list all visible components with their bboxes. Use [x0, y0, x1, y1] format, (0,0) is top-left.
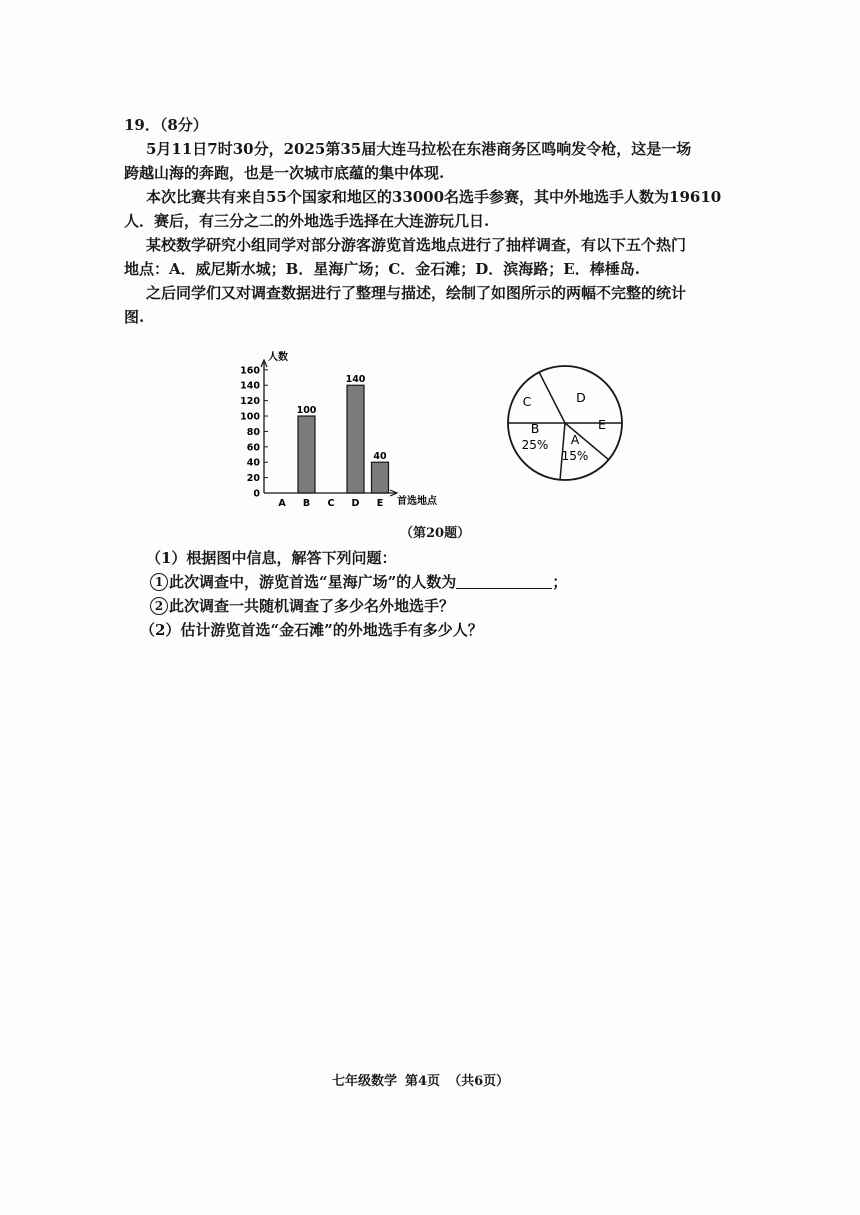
- footer-subject: 七年级数学: [332, 1074, 398, 1089]
- x-tick-label: E: [376, 498, 384, 509]
- bar-E: [372, 462, 389, 493]
- subquestion-1-intro: （1）根据图中信息，解答下列问题：: [146, 549, 397, 567]
- bar-value-label: 100: [296, 405, 317, 417]
- y-tick-label: 140: [240, 380, 260, 392]
- paragraph-3-line-2: 地点：A．威尼斯水城；B．星海广场；C．金石滩；D．滨海路；E．棒棰岛.: [124, 260, 640, 278]
- paragraph-2-line-1: 本次比赛共有来自55个国家和地区的33000名选手参赛，其中外地选手人数为19610: [146, 188, 722, 206]
- paragraph-4-line-2: 图.: [124, 308, 145, 326]
- bar-chart: [232, 350, 462, 515]
- bar-chart-ylabel: 人数: [268, 352, 288, 363]
- bar-D: [347, 385, 364, 493]
- x-tick-label: C: [327, 498, 335, 509]
- y-tick-label: 40: [246, 457, 260, 469]
- footer-page: 第4页: [405, 1074, 441, 1089]
- x-tick-label: A: [278, 498, 286, 509]
- y-tick-label: 160: [240, 365, 260, 377]
- item-2-text: 此次调查一共随机调查了多少名外地选手？: [169, 597, 455, 615]
- bar-value-label: 140: [345, 374, 366, 386]
- item-1-end: ；: [552, 573, 568, 591]
- pie-slice-boundary: [539, 372, 565, 423]
- question-number: 19．（8分）: [124, 116, 208, 134]
- pie-percent-A: 15%: [561, 449, 589, 463]
- bar-chart-marks: [240, 360, 397, 509]
- y-tick-label: 100: [240, 411, 260, 423]
- y-tick-label: 20: [246, 473, 260, 485]
- paragraph-3-line-1: 某校数学研究小组同学对部分游客游览首选地点进行了抽样调查，有以下五个热门: [146, 236, 687, 254]
- x-tick-label: B: [302, 498, 311, 509]
- bar-value-label: 40: [373, 451, 387, 463]
- pie-chart: [500, 358, 630, 488]
- pie-label-B: B: [530, 421, 540, 436]
- paragraph-2-line-2: 人．赛后，有三分之二的外地选手选择在大连游玩几日.: [124, 212, 490, 230]
- x-tick-label: D: [351, 498, 360, 509]
- figure-caption: （第20题）: [400, 526, 471, 541]
- pie-chart-marks: [508, 366, 622, 480]
- pie-label-C: C: [522, 394, 532, 409]
- pie-label-E: E: [598, 417, 606, 432]
- pie-percent-B: 25%: [521, 438, 549, 452]
- item-1-text: 此次调查中，游览首选“星海广场”的人数为: [169, 573, 457, 591]
- circled-number-2: 2: [150, 597, 168, 615]
- answer-blank[interactable]: [456, 574, 552, 589]
- y-tick-label: 0: [253, 488, 260, 500]
- footer-total: （共6页）: [448, 1074, 510, 1089]
- pie-label-D: D: [576, 390, 586, 405]
- paragraph-1-line-2: 跨越山海的奔跑，也是一次城市底蕴的集中体现.: [124, 164, 445, 182]
- y-tick-label: 80: [246, 426, 260, 438]
- subquestion-2: （2）估计游览首选“金石滩”的外地选手有多少人？: [140, 621, 483, 639]
- paragraph-1-line-1: 5月11日7时30分，2025第35届大连马拉松在东港商务区鸣响发令枪，这是一场: [146, 140, 692, 158]
- y-tick-label: 120: [240, 396, 260, 408]
- bar-B: [298, 416, 315, 493]
- paragraph-4-line-1: 之后同学们又对调查数据进行了整理与描述，绘制了如图所示的两幅不完整的统计: [146, 284, 687, 302]
- subquestion-1-item-2: [150, 595, 454, 616]
- pie-label-A: A: [570, 432, 580, 447]
- y-tick-label: 60: [246, 442, 260, 454]
- bar-chart-xlabel: 首选地点: [397, 496, 437, 507]
- subquestion-1-item-1: [150, 571, 567, 592]
- page-footer: [332, 1070, 517, 1089]
- circled-number-1: 1: [150, 573, 168, 591]
